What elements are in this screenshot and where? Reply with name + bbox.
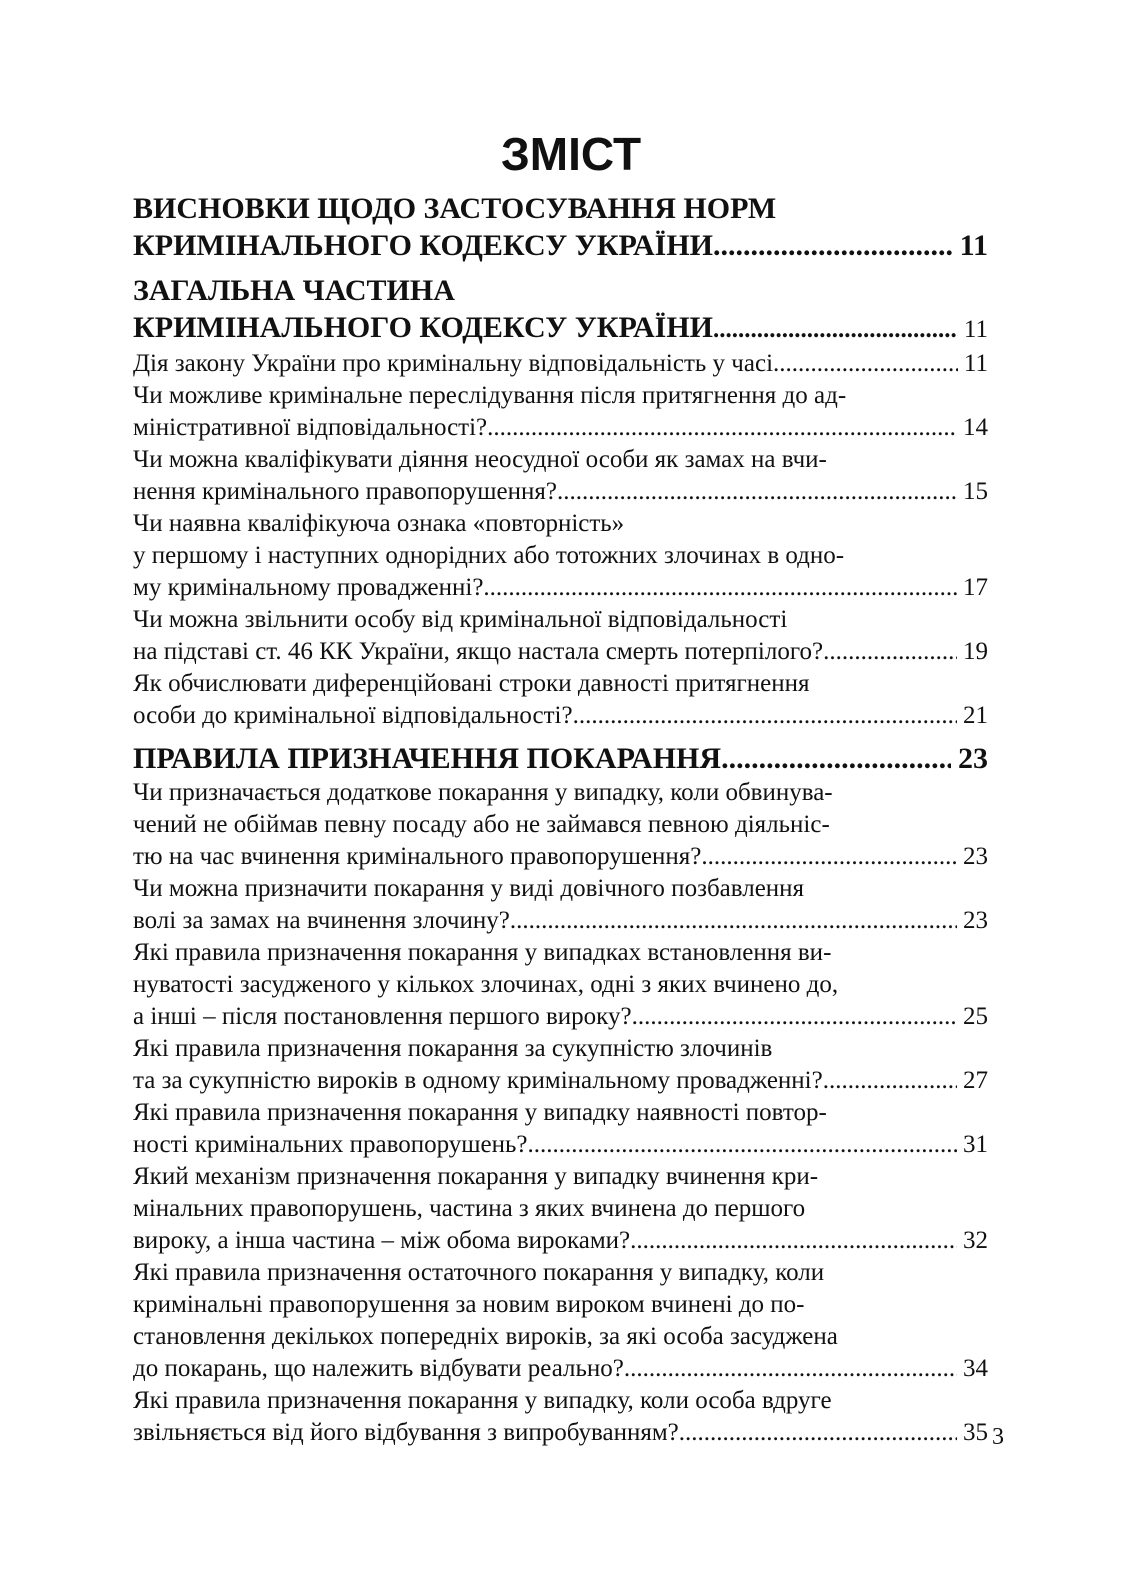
toc-page-number: 14 xyxy=(956,414,988,441)
toc-entry-leader-row xyxy=(133,227,988,264)
toc-page-number: 32 xyxy=(956,1227,988,1254)
toc-entry xyxy=(133,348,988,380)
toc-entry-text-line: до покарань, що належить відбувати реально? xyxy=(133,1355,624,1382)
toc-entry-leader-row xyxy=(133,740,988,777)
dot-leader xyxy=(679,1417,957,1449)
toc-entry-text-line: Як обчислювати диференційовані строки давності притягнення xyxy=(133,670,810,697)
dot-leader xyxy=(483,572,956,604)
dot-leader xyxy=(721,740,950,777)
toc-page-number: 27 xyxy=(956,1067,988,1094)
toc-section-heading xyxy=(133,272,988,348)
page-title: ЗМІСТ xyxy=(500,128,642,180)
toc-page-number: 31 xyxy=(956,1131,988,1158)
toc-section-heading xyxy=(133,740,988,777)
toc-entry-text-line: Чи наявна кваліфікуюча ознака «повторність» xyxy=(133,510,625,537)
toc-entry-leader-row xyxy=(133,700,988,732)
toc-entry-text-line: Чи можна призначити покарання у виді довічного позбавлення xyxy=(133,875,805,902)
toc-page-number: 21 xyxy=(956,702,988,729)
toc-entry-text-line: міністративної відповідальності? xyxy=(133,414,488,441)
toc-entry-text-line: волі за замах на вчинення злочину? xyxy=(133,907,510,934)
toc-section-heading xyxy=(133,190,988,264)
dot-leader xyxy=(773,348,958,380)
toc-entry-text-line: нуватості засудженого у кількох злочинах, одні з яких вчинено до, xyxy=(133,971,839,998)
toc-entry-text-line: на підставі ст. 46 КК України, якщо настала смерть потерпілого? xyxy=(133,638,824,665)
toc-entry-leader-row xyxy=(133,636,988,668)
toc-entry-leader-row xyxy=(133,841,988,873)
toc-entry-text-line: у першому і наступних однорідних або тотожних злочинах в одно- xyxy=(133,542,845,569)
toc-entry-text-line: та за сукупністю вироків в одному кримінальному провадженні? xyxy=(133,1067,823,1094)
toc-entry-text-line: Які правила призначення покарання у випадку наявності повтор- xyxy=(133,1099,827,1126)
toc-page-number: 35 xyxy=(956,1419,988,1446)
toc-entry-text-line: КРИМІНАЛЬНОГО КОДЕКСУ УКРАЇНИ xyxy=(133,229,713,262)
toc-entry-text-line: чений не обіймав певну посаду або не займався певною діяльніс- xyxy=(133,811,830,838)
toc-entry-leader-row xyxy=(133,1129,988,1161)
toc-page-number: 23 xyxy=(956,907,988,934)
dot-leader xyxy=(510,905,957,937)
dot-leader xyxy=(632,1001,957,1033)
toc-entry-leader-row xyxy=(133,412,988,444)
dot-leader xyxy=(487,412,957,444)
toc-page-number: 11 xyxy=(957,316,988,343)
dot-leader xyxy=(527,1129,956,1161)
dot-leader xyxy=(823,636,957,668)
toc-entry-text-line: а інші – після постановлення першого вироку? xyxy=(133,1003,632,1030)
toc-entry-text-line: Які правила призначення покарання за сукупністю злочинів xyxy=(133,1035,773,1062)
toc-entry xyxy=(133,380,988,444)
toc-entry xyxy=(133,1257,988,1385)
toc-entry-leader-row xyxy=(133,905,988,937)
toc-entry-leader-row xyxy=(133,348,988,380)
toc-entry xyxy=(133,508,988,604)
toc-entry-text-line: кримінальні правопорушення за новим вироком вчинені до по- xyxy=(133,1291,805,1318)
toc-entry-leader-row xyxy=(133,1065,988,1097)
toc-entry xyxy=(133,1097,988,1161)
dot-leader xyxy=(713,227,952,264)
toc-page-number: 23 xyxy=(950,742,988,775)
toc-entry xyxy=(133,604,988,668)
toc-entry xyxy=(133,873,988,937)
dot-leader xyxy=(557,476,957,508)
toc-entry xyxy=(133,1161,988,1257)
toc-page-number: 19 xyxy=(956,638,988,665)
toc-entry-leader-row xyxy=(133,1353,988,1385)
toc-entry-text-line: мінальних правопорушень, частина з яких вчинена до першого xyxy=(133,1195,806,1222)
toc-entry-text-line: вироку, а інша частина – між обома вироками? xyxy=(133,1227,631,1254)
toc-entry-leader-row xyxy=(133,476,988,508)
toc-entry-text-line: тю на час вчинення кримінального правопорушення? xyxy=(133,843,702,870)
toc-entry-text-line: Чи можливе кримінальне переслідування після притягнення до ад- xyxy=(133,382,847,409)
toc-page-number: 15 xyxy=(956,478,988,505)
toc-entry-text-line: Чи можна звільнити особу від кримінальної відповідальності xyxy=(133,606,788,633)
toc-entry-text-line: ЗАГАЛЬНА ЧАСТИНА xyxy=(133,274,455,307)
toc-entry xyxy=(133,668,988,732)
toc-entry-leader-row xyxy=(133,309,988,348)
toc-entry xyxy=(133,1033,988,1097)
toc-entry-text-line: КРИМІНАЛЬНОГО КОДЕКСУ УКРАЇНИ xyxy=(133,311,713,344)
toc-entry-text-line: Які правила призначення остаточного покарання у випадку, коли xyxy=(133,1259,825,1286)
dot-leader xyxy=(573,700,957,732)
toc-entry-text-line: ПРАВИЛА ПРИЗНАЧЕННЯ ПОКАРАННЯ xyxy=(133,742,722,775)
toc-page-number: 11 xyxy=(952,229,988,262)
dot-leader xyxy=(823,1065,957,1097)
toc-entry-leader-row xyxy=(133,1001,988,1033)
dot-leader xyxy=(630,1225,957,1257)
toc-page-number: 17 xyxy=(956,574,988,601)
toc-entry-text-line: особи до кримінальної відповідальності? xyxy=(133,702,573,729)
dot-leader xyxy=(624,1353,957,1385)
toc-page-number: 11 xyxy=(957,350,988,377)
toc-entry-text-line: Дія закону України про кримінальну відповідальність у часі xyxy=(133,350,774,377)
toc-entry xyxy=(133,777,988,873)
dot-leader xyxy=(701,841,956,873)
toc-entry-text-line: Чи можна кваліфікувати діяння неосудної особи як замах на вчи- xyxy=(133,446,827,473)
toc-entry-text-line: звільняється від його відбування з випробуванням? xyxy=(133,1419,679,1446)
toc-entry-text-line: ності кримінальних правопорушень? xyxy=(133,1131,528,1158)
toc-entry-text-line: Який механізм призначення покарання у випадку вчинення кри- xyxy=(133,1163,819,1190)
toc-entry-text-line: становлення декількох попередніх вироків, за які особа засуджена xyxy=(133,1323,838,1350)
toc-entry-text-line: Які правила призначення покарання у випадку, коли особа вдруге xyxy=(133,1387,832,1414)
toc-entry xyxy=(133,444,988,508)
toc-entry-leader-row xyxy=(133,572,988,604)
toc-page-number: 34 xyxy=(956,1355,988,1382)
toc-entry-leader-row xyxy=(133,1417,988,1449)
toc-entry-leader-row xyxy=(133,1225,988,1257)
table-of-contents xyxy=(133,190,988,1449)
toc-entry-text-line: Чи призначається додаткове покарання у випадку, коли обвинува- xyxy=(133,779,833,806)
toc-entry xyxy=(133,937,988,1033)
toc-entry-text-line: му кримінальному провадженні? xyxy=(133,574,484,601)
page-number: 3 xyxy=(992,1424,1004,1450)
toc-page-number: 23 xyxy=(956,843,988,870)
toc-entry-text-line: ВИСНОВКИ ЩОДО ЗАСТОСУВАННЯ НОРМ xyxy=(133,192,777,225)
toc-entry-text-line: Які правила призначення покарання у випадках встановлення ви- xyxy=(133,939,832,966)
toc-entry-text-line: нення кримінального правопорушення? xyxy=(133,478,557,505)
toc-entry xyxy=(133,1385,988,1449)
toc-page-number: 25 xyxy=(956,1003,988,1030)
dot-leader xyxy=(713,311,958,348)
